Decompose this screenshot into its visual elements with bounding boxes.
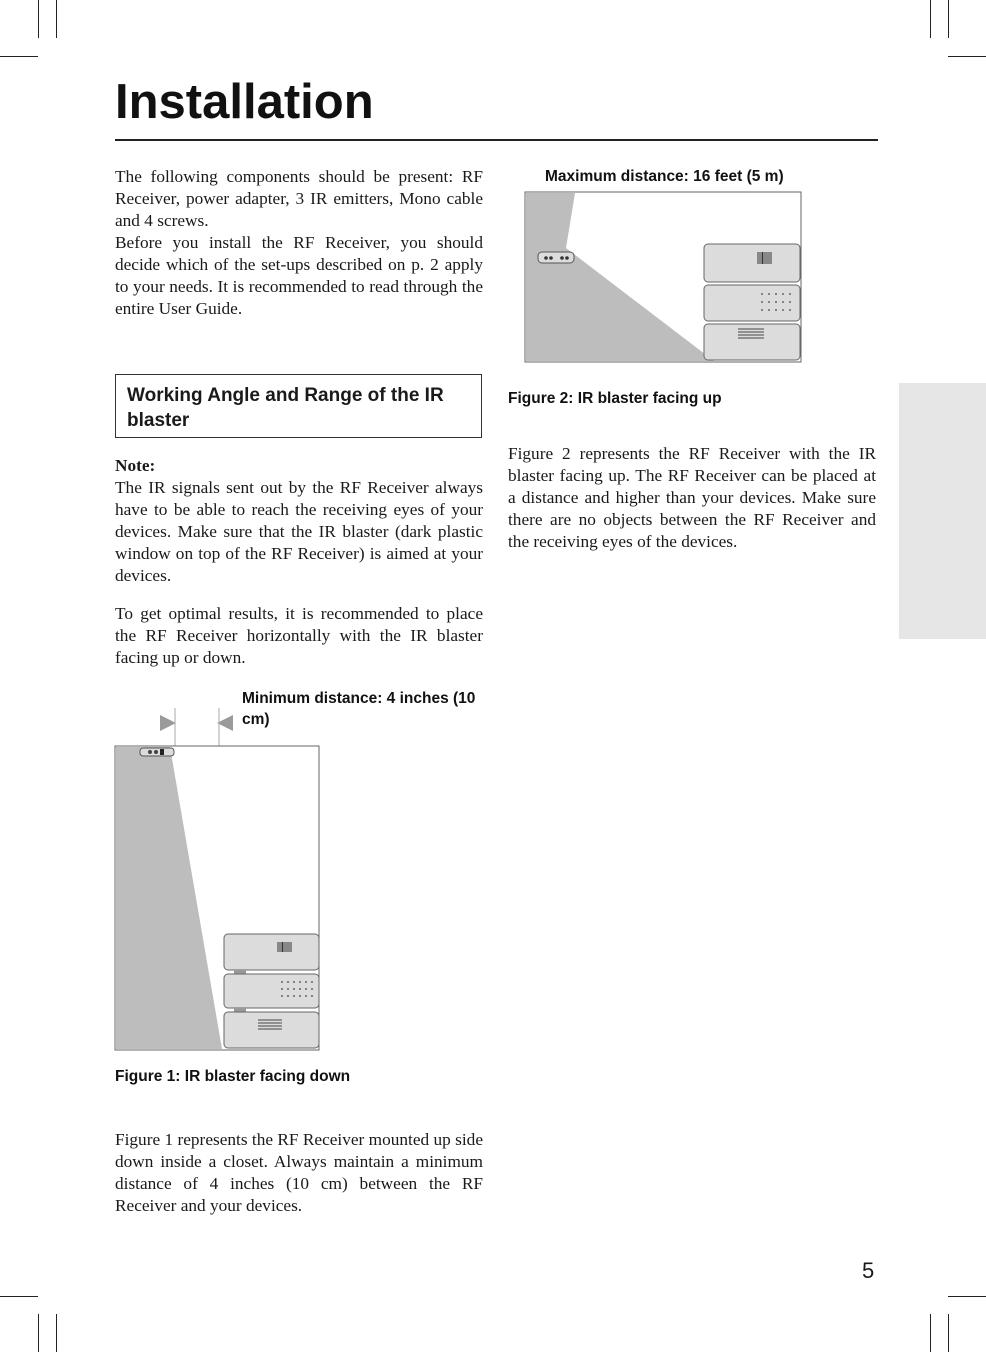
side-tab: [899, 383, 986, 639]
rf-receiver-led: [544, 256, 548, 260]
crop-mark: [930, 0, 931, 38]
crop-mark: [38, 1314, 39, 1352]
note-text: The IR signals sent out by the RF Receiver always have to be able to reach the receiving eyes of your devices. Make sure that the IR blaster (dark plastic window on top of the RF Receiver) is aimed at your devices.: [115, 478, 483, 585]
device-2: [704, 285, 800, 321]
figure1-illustration: [112, 708, 324, 1054]
crop-mark: [0, 56, 38, 57]
section-heading: Working Angle and Range of the IR blaster: [127, 385, 444, 431]
crop-mark: [948, 1296, 986, 1297]
rf-receiver-led: [565, 256, 569, 260]
intro-paragraph-2: Before you install the RF Receiver, you should decide which of the set-ups described on p. 2 apply to your needs. It is recommended to read through the entire User Guide.: [115, 233, 483, 318]
crop-mark: [0, 1296, 38, 1297]
rf-receiver-window: [160, 749, 164, 755]
rf-receiver-led: [148, 750, 152, 754]
page-number: 5: [862, 1258, 875, 1283]
device-3: [224, 1012, 319, 1048]
device-2-foot: [234, 1008, 246, 1012]
crop-mark: [948, 0, 949, 38]
crop-mark: [38, 0, 39, 38]
device-1: [704, 244, 800, 282]
figure1-distance-label: Minimum distance: 4 inches (10 cm): [242, 690, 476, 728]
crop-mark: [56, 0, 57, 38]
device-1-foot: [234, 970, 246, 974]
rf-receiver-led: [154, 750, 158, 754]
crop-mark: [56, 1314, 57, 1352]
figure2-description: Figure 2 represents the RF Receiver with the IR blaster facing up. The RF Receiver can be placed at a distance and higher than your devices. Make sure there are no objects between the RF Receiver and the receiving eyes of the devices.: [508, 444, 876, 551]
page-title: Installation: [115, 75, 374, 129]
barcode-display: [278, 942, 291, 952]
rf-receiver-led: [549, 256, 553, 260]
device-stack: [224, 934, 319, 1048]
crop-mark: [948, 1314, 949, 1352]
optimal-placement-text: To get optimal results, it is recommended to place the RF Receiver horizontally with the IR blaster facing up or down.: [115, 604, 483, 667]
title-rule: [115, 139, 878, 141]
figure1-caption: Figure 1: IR blaster facing down: [115, 1068, 351, 1085]
crop-mark: [948, 56, 986, 57]
crop-mark: [930, 1314, 931, 1352]
device-1: [224, 934, 319, 970]
section-heading-box: [115, 374, 482, 438]
device-2: [224, 974, 319, 1008]
figure2-caption: Figure 2: IR blaster facing up: [508, 390, 722, 407]
barcode-display: [758, 252, 771, 264]
figure1-description: Figure 1 represents the RF Receiver mounted up side down inside a closet. Always maintain a minimum distance of 4 inches (10 cm) between the RF Receiver and your devices.: [115, 1130, 483, 1215]
rf-receiver-led: [560, 256, 564, 260]
figure2-illustration: [522, 190, 804, 366]
figure2-distance-label: Maximum distance: 16 feet (5 m): [545, 168, 784, 185]
intro-paragraph-1: The following components should be present: RF Receiver, power adapter, 3 IR emitters, Mono cable and 4 screws.: [115, 167, 483, 230]
arrow-left-icon: [160, 715, 176, 731]
device-stack: [704, 244, 800, 360]
note-label: Note:: [115, 456, 156, 475]
